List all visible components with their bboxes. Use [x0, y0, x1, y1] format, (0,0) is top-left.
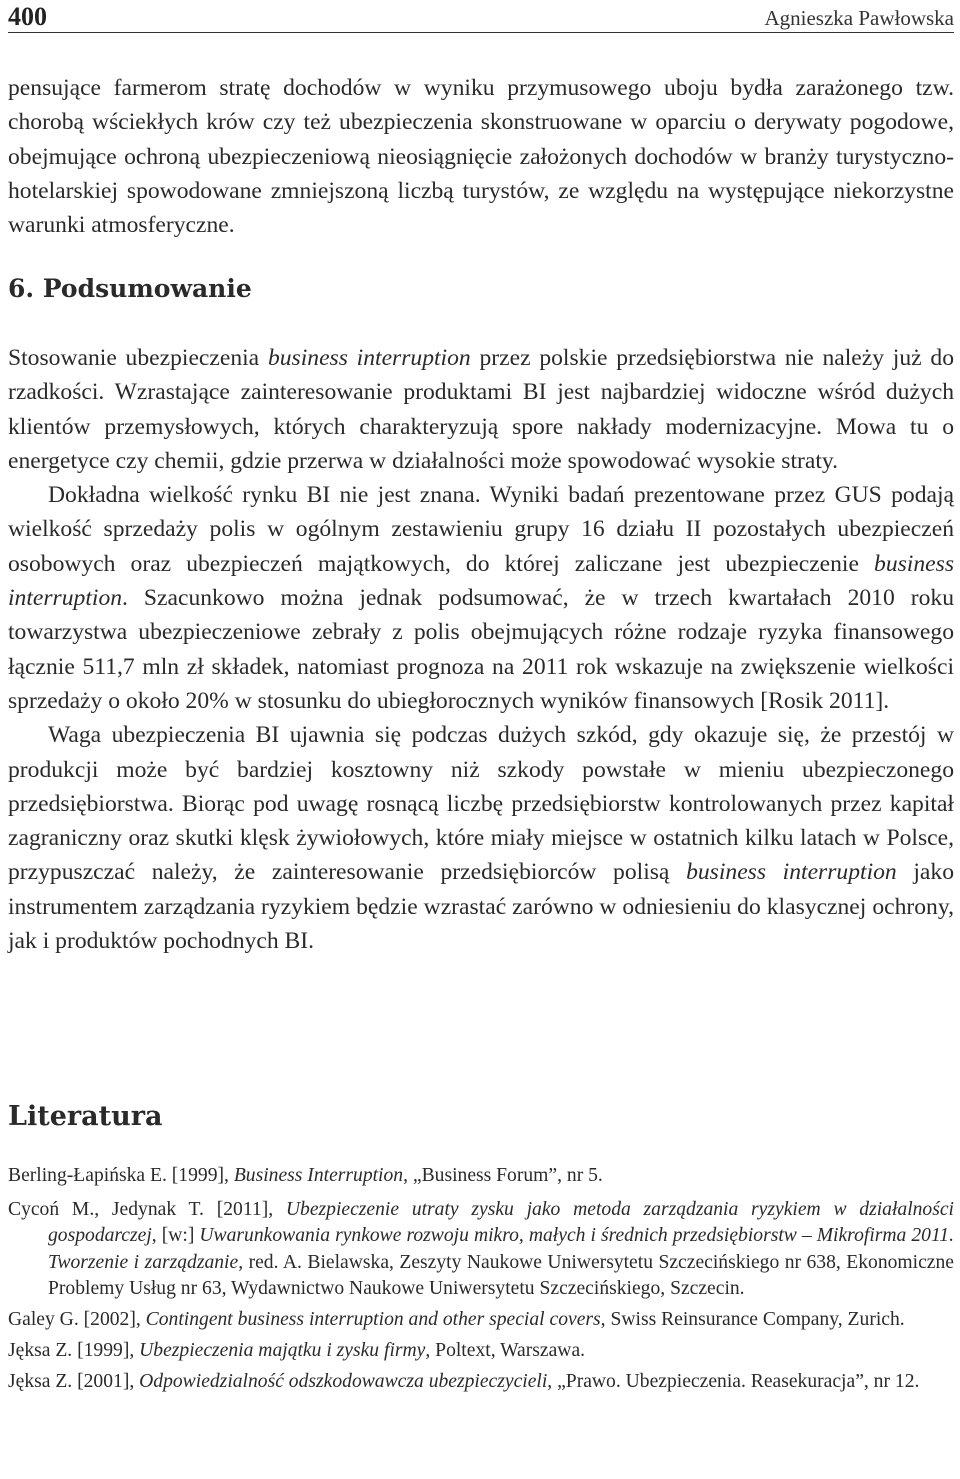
- reference-item: Jęksa Z. [1999], Ubezpieczenia majątku i zysku firmy, Poltext, Warszawa.: [8, 1340, 586, 1362]
- intro-paragraph: pensujące farmerom stratę dochodów w wyniku przymusowego uboju bydła zarażonego tzw. chorobą wściekłych krów czy też ubezpieczenia skonstruowane w oparciu o derywaty pogodowe, obejmujące ochroną ubezpieczeniową nieosiągnięcie założonych dochodów w branży turystyczno-hotelarskiej spowodowane zmniejszoną liczbą turystów, ze względu na występujące niekorzystne warunki atmosferyczne.: [8, 75, 954, 239]
- literature-heading: Literatura: [8, 1101, 163, 1132]
- reference-list: [8, 1163, 954, 1401]
- reference-item: Galey G. [2002], Contingent business interruption and other special covers, Swiss Reinsurance Company, Zurich.: [8, 1309, 905, 1331]
- page-number: 400: [8, 2, 47, 31]
- reference-item: Cycoń M., Jedynak T. [2011], Ubezpieczenie utraty zysku jako metoda zarządzania ryzykiem w działalności gospodarczej, [w:] Uwarunkowania rynkowe rozwoju mikro, małych i średnich przedsiębiorstw – Mikrofirma 2011. Tworzenie i zarządzanie, red. A. Bielawska, Zeszyty Naukowe Uniwersytetu Szczecińskiego nr 638, Ekonomiczne Problemy Usług nr 63, Wydawnictwo Naukowe Uniwersytetu Szczecińskiego, Szczecin.: [8, 1199, 955, 1299]
- running-header: [8, 4, 954, 33]
- running-author: Agnieszka Pawłowska: [764, 6, 954, 30]
- reference-item: Jęksa Z. [2001], Odpowiedzialność odszkodowawcza ubezpieczycieli, „Prawo. Ubezpieczenia. Reasekuracja”, nr 12.: [8, 1371, 920, 1393]
- summary-paragraph-3: Waga ubezpieczenia BI ujawnia się podczas dużych szkód, gdy okazuje się, że przestój w produkcji może być bardziej kosztowny niż szkody powstałe w mieniu ubezpieczonego przedsiębiorstwa. Biorąc pod uwagę rosnącą liczbę przedsiębiorstw kontrolowanych przez kapitał zagraniczny oraz skutki klęsk żywiołowych, które miały miejsce w ostatnich kilku latach w Polsce, przypuszczać należy, że zainteresowanie przedsiębiorców polisą business interruption jako instrumentem zarządzania ryzykiem będzie wzrastać zarówno w odniesieniu do klasycznej ochrony, jak i produktów pochodnych BI.: [8, 722, 954, 955]
- reference-item: Berling-Łapińska E. [1999], Business Interruption, „Business Forum”, nr 5.: [8, 1165, 603, 1186]
- italic-term: business interruption: [8, 550, 954, 612]
- italic-term: business interruption: [267, 345, 471, 371]
- section-heading: 6. Podsumowanie: [8, 274, 252, 303]
- section-body: [8, 341, 954, 958]
- intro-text: [8, 71, 954, 242]
- italic-term: business interruption: [686, 859, 897, 886]
- summary-paragraph-2: Dokładna wielkość rynku BI nie jest znana. Wyniki badań prezentowane przez GUS podają wielkość sprzedaży polis w ogólnym zestawieniu grupy 16 działu II pozostałych ubezpieczeń osobowych oraz ubezpieczeń majątkowych, do której zaliczane jest ubezpieczenie business interruption. Szacunkowo można jednak podsumować, że w trzech kwartałach 2010 roku towarzystwa ubezpieczeniowe zebrały z polis obejmujących różne rodzaje ryzyka finansowego łącznie 511,7 mln zł składek, natomiast prognoza na 2011 rok wskazuje na zwiększenie wielkości sprzedaży o około 20% w stosunku do ubiegłorocznych wyników finansowych [Rosik 2011].: [8, 482, 954, 714]
- summary-paragraph-1: Stosowanie ubezpieczenia business interruption przez polskie przedsiębiorstwa nie należy już do rzadkości. Wzrastające zainteresowanie produktami BI jest najbardziej widoczne wśród dużych klientów przemysłowych, których charakteryzują spore nakłady modernizacyjne. Mowa tu o energetyce czy chemii, gdzie przerwa w działalności może spowodować wysokie straty.: [8, 345, 954, 474]
